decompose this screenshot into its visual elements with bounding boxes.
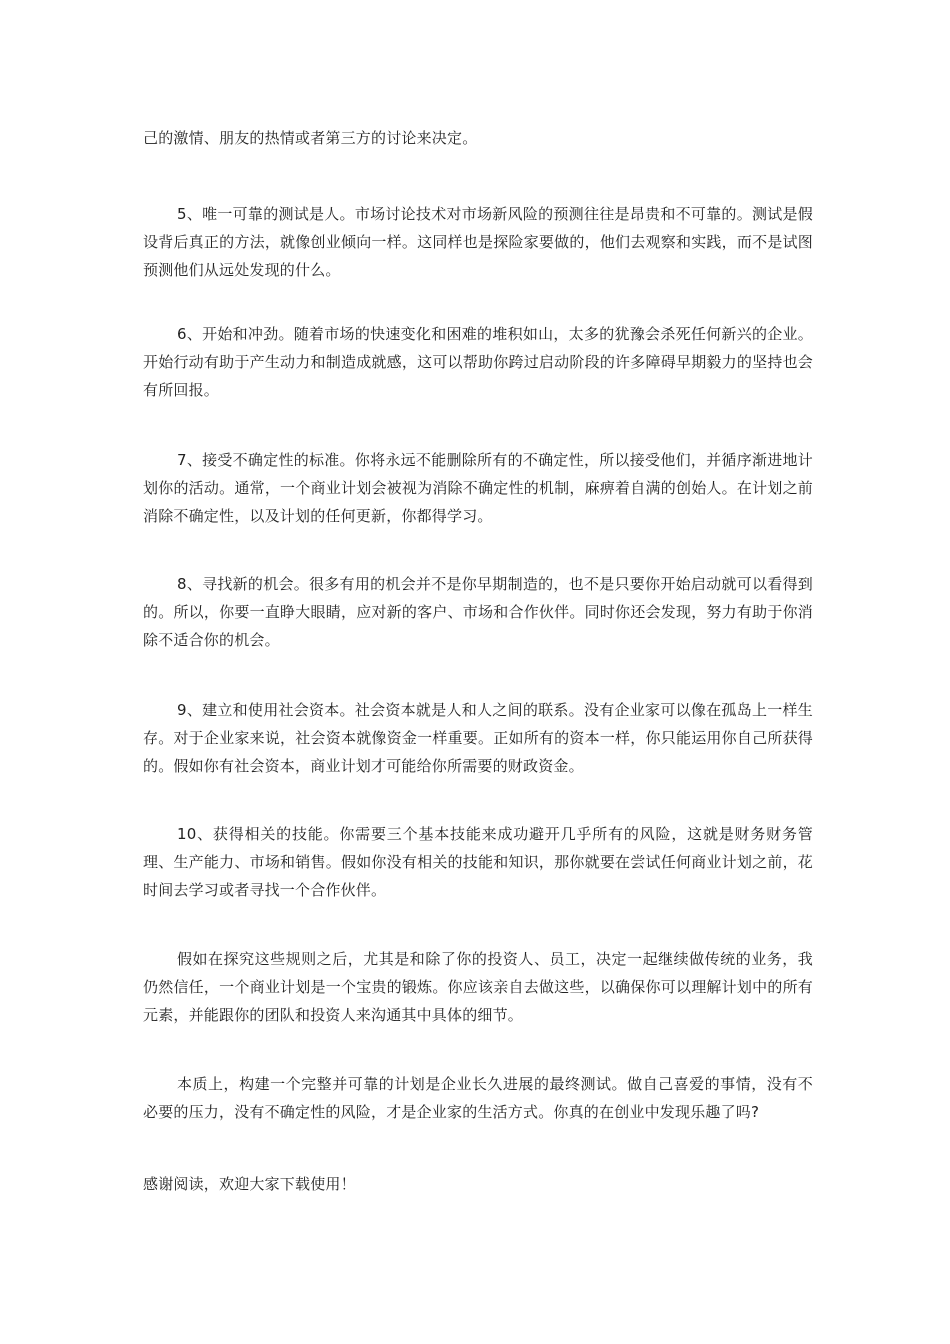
paragraph-rule-7: 7、接受不确定性的标准。你将永远不能删除所有的不确定性，所以接受他们，并循序渐进地计划你的活动。通常，一个商业计划会被视为消除不确定性的机制，麻痹着自满的创始人。在计划之前消除不确定性，以及计划的任何更新，你都得学习。 [143, 451, 813, 525]
paragraph-summary: 本质上，构建一个完整并可靠的计划是企业长久进展的最终测试。做自己喜爱的事情，没有不必要的压力，没有不确定性的风险，才是企业家的生活方式。你真的在创业中发现乐趣了吗? [143, 1075, 813, 1121]
paragraph-rule-8: 8、寻找新的机会。很多有用的机会并不是你早期制造的，也不是只要你开始启动就可以看得到的。所以，你要一直睁大眼睛，应对新的客户、市场和合作伙伴。同时你还会发现，努力有助于你消除不适合你的机会。 [143, 575, 813, 649]
paragraph-rule-10: 10、获得相关的技能。你需要三个基本技能来成功避开几乎所有的风险，这就是财务财务管理、生产能力、市场和销售。假如你没有相关的技能和知识，那你就要在尝试任何商业计划之前，花时间去学习或者寻找一个合作伙伴。 [143, 825, 813, 899]
paragraph-rule-6: 6、开始和冲劲。随着市场的快速变化和困难的堆积如山，太多的犹豫会杀死任何新兴的企业。开始行动有助于产生动力和制造成就感，这可以帮助你跨过启动阶段的许多障碍早期毅力的坚持也会有所回报。 [143, 325, 813, 399]
paragraph-rule-5: 5、唯一可靠的测试是人。市场讨论技术对市场新风险的预测往往是昂贵和不可靠的。测试是假设背后真正的方法，就像创业倾向一样。这同样也是探险家要做的，他们去观察和实践，而不是试图预测他们从远处发现的什么。 [143, 205, 813, 279]
paragraph-conclusion: 假如在探究这些规则之后，尤其是和除了你的投资人、员工，决定一起继续做传统的业务，我仍然信任，一个商业计划是一个宝贵的锻炼。你应该亲自去做这些，以确保你可以理解计划中的所有元素，并能跟你的团队和投资人来沟通其中具体的细节。 [143, 950, 813, 1024]
paragraph-rule-9: 9、建立和使用社会资本。社会资本就是人和人之间的联系。没有企业家可以像在孤岛上一样生存。对于企业家来说，社会资本就像资金一样重要。正如所有的资本一样，你只能运用你自己所获得的。假如你有社会资本，商业计划才可能给你所需要的财政资金。 [143, 701, 813, 775]
paragraph-continuation: 己的激情、朋友的热情或者第三方的讨论来决定。 [143, 129, 478, 147]
closing-note: 感谢阅读，欢迎大家下载使用！ [143, 1175, 356, 1193]
